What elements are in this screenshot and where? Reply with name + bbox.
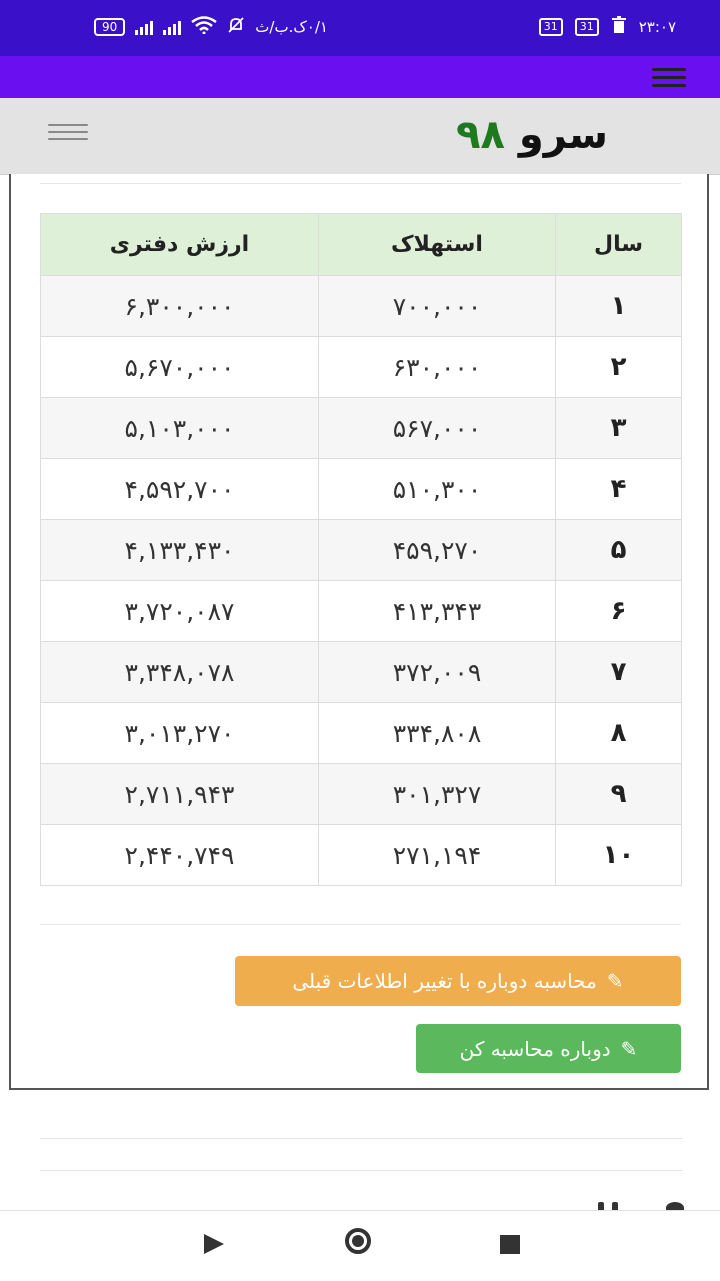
depreciation-cell: ۲۷۱,۱۹۴ bbox=[319, 825, 556, 886]
col-book-value-header: ارزش دفتری bbox=[41, 214, 319, 276]
table-row bbox=[41, 764, 682, 825]
year-cell: ۳ bbox=[556, 398, 682, 459]
year-cell: ۷ bbox=[556, 642, 682, 703]
recalc-with-change-button[interactable] bbox=[235, 956, 681, 1006]
recalc-button[interactable] bbox=[416, 1024, 681, 1073]
table-header-row bbox=[41, 214, 682, 276]
divider bbox=[40, 924, 681, 925]
table-row bbox=[41, 398, 682, 459]
table-row bbox=[41, 703, 682, 764]
depreciation-cell: ۷۰۰,۰۰۰ bbox=[319, 276, 556, 337]
signal-icon-2 bbox=[163, 19, 181, 35]
status-bar bbox=[0, 0, 720, 56]
status-left bbox=[94, 16, 328, 38]
year-cell: ۱ bbox=[556, 276, 682, 337]
year-cell: ۲ bbox=[556, 337, 682, 398]
recalc-label: دوباره محاسبه کن bbox=[459, 1036, 611, 1061]
book-value-cell: ۳,۰۱۳,۲۷۰ bbox=[41, 703, 319, 764]
clock: ۲۳:۰۷ bbox=[638, 18, 676, 36]
year-cell: ۶ bbox=[556, 581, 682, 642]
table-row bbox=[41, 825, 682, 886]
back-icon[interactable] bbox=[204, 1234, 224, 1254]
depreciation-cell: ۵۱۰,۳۰۰ bbox=[319, 459, 556, 520]
year-cell: ۱۰ bbox=[556, 825, 682, 886]
signal-icon bbox=[135, 19, 153, 35]
pencil-icon: ✎ bbox=[606, 969, 624, 993]
menu-icon[interactable] bbox=[652, 68, 686, 87]
recent-apps-icon[interactable] bbox=[500, 1235, 520, 1254]
app-bar bbox=[0, 56, 720, 98]
book-value-cell: ۳,۷۲۰,۰۸۷ bbox=[41, 581, 319, 642]
depreciation-cell: ۴۵۹,۲۷۰ bbox=[319, 520, 556, 581]
home-icon[interactable] bbox=[345, 1228, 371, 1254]
book-value-cell: ۲,۷۱۱,۹۴۳ bbox=[41, 764, 319, 825]
depreciation-cell: ۳۳۴,۸۰۸ bbox=[319, 703, 556, 764]
network-speed: ۰/۱ک.ب/ث bbox=[255, 18, 328, 36]
book-value-cell: ۵,۱۰۳,۰۰۰ bbox=[41, 398, 319, 459]
site-header bbox=[0, 98, 720, 175]
table-row bbox=[41, 337, 682, 398]
site-logo[interactable] bbox=[456, 112, 608, 158]
pencil-icon: ✎ bbox=[620, 1036, 638, 1061]
col-depreciation-header: استهلاک bbox=[319, 214, 556, 276]
calendar-icon-2: 31 bbox=[575, 18, 599, 36]
depreciation-cell: ۳۷۲,۰۰۹ bbox=[319, 642, 556, 703]
table-row bbox=[41, 520, 682, 581]
divider bbox=[40, 1138, 683, 1139]
book-value-cell: ۲,۴۴۰,۷۴۹ bbox=[41, 825, 319, 886]
table-row bbox=[41, 276, 682, 337]
book-value-cell: ۴,۱۳۳,۴۳۰ bbox=[41, 520, 319, 581]
logo-text: سرو bbox=[518, 112, 608, 158]
table-row bbox=[41, 642, 682, 703]
calendar-icon: 31 bbox=[539, 18, 563, 36]
depreciation-cell: ۶۳۰,۰۰۰ bbox=[319, 337, 556, 398]
logo-number: ۹۸ bbox=[456, 112, 505, 158]
book-value-cell: ۳,۳۴۸,۰۷۸ bbox=[41, 642, 319, 703]
table-row bbox=[41, 459, 682, 520]
wifi-icon bbox=[191, 16, 217, 38]
book-value-cell: ۵,۶۷۰,۰۰۰ bbox=[41, 337, 319, 398]
book-value-cell: ۶,۳۰۰,۰۰۰ bbox=[41, 276, 319, 337]
muted-bell-icon bbox=[227, 16, 245, 38]
col-year-header: سال bbox=[556, 214, 682, 276]
site-menu-icon[interactable] bbox=[48, 124, 88, 140]
year-cell: ۵ bbox=[556, 520, 682, 581]
depreciation-cell: ۴۱۳,۳۴۳ bbox=[319, 581, 556, 642]
depreciation-cell: ۵۶۷,۰۰۰ bbox=[319, 398, 556, 459]
year-cell: ۹ bbox=[556, 764, 682, 825]
divider bbox=[40, 183, 681, 184]
recalc-with-change-label: محاسبه دوباره با تغییر اطلاعات قبلی bbox=[292, 969, 597, 993]
battery-icon: 90 bbox=[94, 18, 125, 36]
status-right bbox=[539, 16, 676, 38]
trash-icon bbox=[611, 16, 627, 38]
book-value-cell: ۴,۵۹۲,۷۰۰ bbox=[41, 459, 319, 520]
table-row bbox=[41, 581, 682, 642]
year-cell: ۸ bbox=[556, 703, 682, 764]
depreciation-table bbox=[40, 213, 682, 886]
year-cell: ۴ bbox=[556, 459, 682, 520]
divider bbox=[40, 1170, 683, 1171]
depreciation-cell: ۳۰۱,۳۲۷ bbox=[319, 764, 556, 825]
